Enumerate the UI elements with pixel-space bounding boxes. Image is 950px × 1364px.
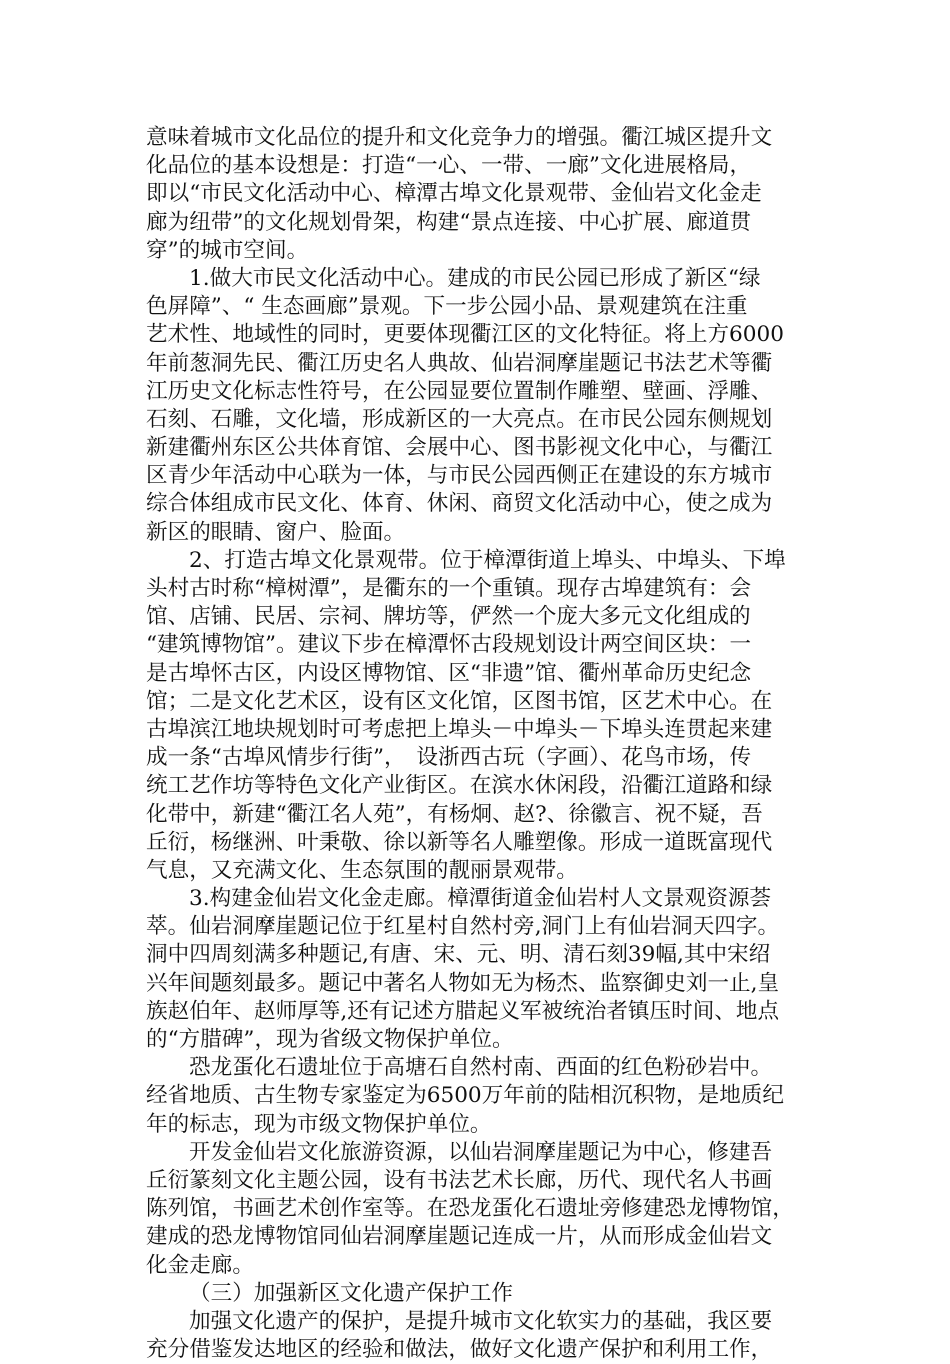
text-line: 的“方腊碑”，现为省级文物保护单位。 xyxy=(146,1027,514,1052)
text-line: 成一条“古埠风情步行街”， 设浙西古玩（字画）、花鸟市场，传 xyxy=(146,745,752,771)
text-line: 兴年间题刻最多。题记中著名人物如无为杨杰、监察御史刘一止,皇 xyxy=(146,970,780,996)
text-line: 洞中四周刻满多种题记,有唐、宋、元、明、清石刻39幅,其中宋绍 xyxy=(146,942,771,968)
document-body xyxy=(146,124,806,1364)
subsection-heading: （三）加强新区文化遗产保护工作 xyxy=(189,1280,513,1306)
text-line: 头村古时称“樟树潭”，是衢东的一个重镇。现存古埠建筑有：会 xyxy=(146,576,752,601)
text-line: 丘衍篆刻文化主题公园，设有书法艺术长廊，历代、现代名人书画 xyxy=(146,1167,773,1193)
text-line: 穿”的城市空间。 xyxy=(146,237,309,263)
text-line: 化金走廊。 xyxy=(146,1252,254,1278)
text-line: 丘衍，杨继洲、叶秉敬、徐以新等名人雕塑像。形成一道既富现代 xyxy=(146,829,773,855)
text-line: 年前葱洞先民、衢江历史名人典故、仙岩洞摩崖题记书法艺术等衢 xyxy=(146,350,773,376)
section-heading-line: 3.构建金仙岩文化金走廊。樟潭街道金仙岩村人文景观资源荟 xyxy=(189,886,772,912)
text-line: 族赵伯年、赵师厚等,还有记述方腊起义军被统治者镇压时间、地点 xyxy=(146,998,780,1024)
text-line: 即以“市民文化活动中心、樟潭古埠文化景观带、金仙岩文化金走 xyxy=(146,181,762,207)
text-line: 区青少年活动中心联为一体，与市民公园西侧正在建设的东方城市 xyxy=(146,463,773,489)
paragraph-first-line: 恐龙蛋化石遗址位于高塘石自然村南、西面的红色粉砂岩中。 xyxy=(189,1055,773,1081)
text-line: 艺术性、地域性的同时，更要体现衢江区的文化特征。将上方6000 xyxy=(146,322,784,348)
text-line: 石刻、石雕，文化墙，形成新区的一大亮点。在市民公园东侧规划 xyxy=(146,406,773,432)
text-line: 是古埠怀古区，内设区博物馆、区“非遗”馆、衢州革命历史纪念 xyxy=(146,660,752,686)
text-line: 经省地质、古生物专家鉴定为6500万年前的陆相沉积物，是地质纪 xyxy=(146,1083,784,1109)
text-line: 化品位的基本设想是：打造“一心、一带、一廊”文化进展格局， xyxy=(146,153,752,179)
text-line: 馆、店铺、民居、宗祠、牌坊等，俨然一个庞大多元文化组成的 xyxy=(146,604,751,630)
text-line: 年的标志，现为市级文物保护单位。 xyxy=(146,1111,492,1137)
text-line: 萃。仙岩洞摩崖题记位于红星村自然村旁,洞门上有仙岩洞天四字。 xyxy=(146,914,780,940)
text-line: 江历史文化标志性符号，在公园显要位置制作雕塑、壁画、浮雕、 xyxy=(146,378,773,404)
paragraph-first-line: 开发金仙岩文化旅游资源，以仙岩洞摩崖题记为中心，修建吾 xyxy=(189,1139,773,1165)
text-line: 综合体组成市民文化、体育、休闲、商贸文化活动中心，使之成为 xyxy=(146,491,773,517)
text-line: 充分借鉴发达地区的经验和做法，做好文化遗产保护和利用工作， xyxy=(146,1337,773,1363)
text-line: 新建衢州东区公共体育馆、会展中心、图书影视文化中心，与衢江 xyxy=(146,435,773,461)
text-line: “建筑博物馆”。建议下步在樟潭怀古段规划设计两空间区块：一 xyxy=(146,632,752,658)
text-line: 古埠滨江地块规划时可考虑把上埠头－中埠头－下埠头连贯起来建 xyxy=(146,716,773,742)
text-line: 廊为纽带”的文化规划骨架，构建“景点连接、中心扩展、廊道贯 xyxy=(146,209,752,235)
text-line: 馆；二是文化艺术区，设有区文化馆，区图书馆，区艺术中心。在 xyxy=(146,688,773,714)
text-line: 色屏障”、“ 生态画廊”景观。下一步公园小品、景观建筑在注重 xyxy=(146,294,748,320)
section-heading-line: 1.做大市民文化活动中心。建成的市民公园已形成了新区“绿 xyxy=(189,265,761,291)
paragraph-first-line: 加强文化遗产的保护，是提升城市文化软实力的基础，我区要 xyxy=(189,1308,773,1334)
text-line: 陈列馆，书画艺术创作室等。在恐龙蛋化石遗址旁修建恐龙博物馆， xyxy=(146,1196,794,1222)
text-line: 化带中，新建“衢江名人苑”，有杨炯、赵?、徐徽言、祝不疑，吾 xyxy=(146,801,763,827)
text-line: 气息，又充满文化、生态氛围的靓丽景观带。 xyxy=(146,857,578,883)
text-line: 建成的恐龙博物馆同仙岩洞摩崖题记连成一片，从而形成金仙岩文 xyxy=(146,1224,773,1250)
section-heading-line: 2、打造古埠文化景观带。位于樟潭街道上埠头、中埠头、下埠 xyxy=(189,547,786,573)
text-line: 统工艺作坊等特色文化产业街区。在滨水休闲段，沿衢江道路和绿 xyxy=(146,773,773,799)
text-line: 新区的眼睛、窗户、脸面。 xyxy=(146,519,406,545)
text-line: 意味着城市文化品位的提升和文化竞争力的增强。衢江城区提升文 xyxy=(146,125,773,150)
